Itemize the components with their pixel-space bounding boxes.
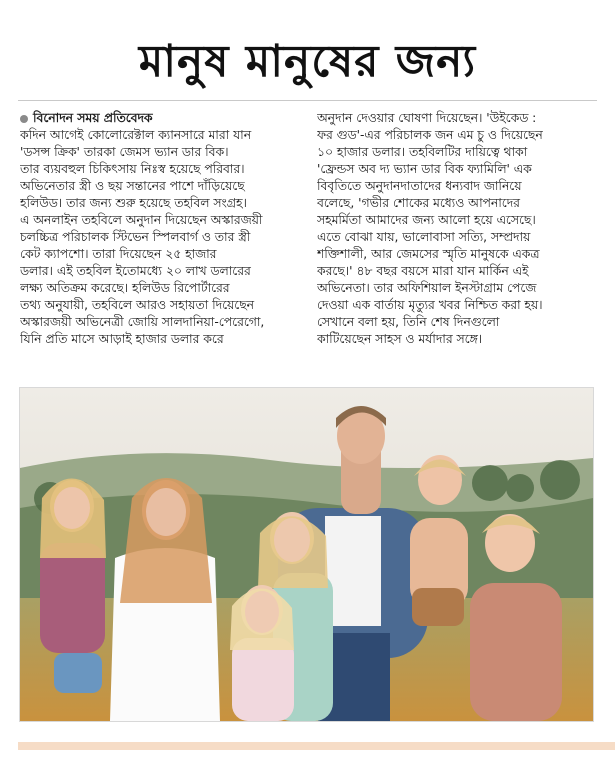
article-line: সহমর্মিতা আমাদের জন্য আলো হয়ে এসেছে। bbox=[317, 213, 536, 227]
headline-divider bbox=[18, 100, 597, 101]
headline: মানুষ মানুষের জন্য bbox=[138, 36, 477, 87]
article-line: তার ব্যয়বহুল চিকিৎসায় নিঃস্ব হয়েছে পরিবার। bbox=[20, 162, 245, 176]
article-column-right bbox=[317, 110, 601, 348]
article-line: অভিনেতা। তার অফিশিয়াল ইনস্টাগ্রাম পেজে bbox=[317, 281, 537, 295]
article-line: তথ্য অনুযায়ী, তহবিলে আরও সহায়তা দিয়েছেন bbox=[20, 298, 255, 312]
family-photo bbox=[19, 387, 594, 722]
article-line: করছে।' ৪৮ বছর বয়সে মারা যান মার্কিন এই bbox=[317, 264, 529, 278]
article-line: দেওয়া এক বার্তায় মৃত্যুর খবর নিশ্চিত করা হয়। bbox=[317, 298, 543, 312]
article-line: ডলার। এই তহবিল ইতোমধ্যে ২০ লাখ ডলারের bbox=[20, 264, 251, 278]
article-line: অস্কারজয়ী অভিনেত্রী জোয়ি সালদানিয়া-পেরেগো, bbox=[20, 315, 265, 329]
article-line: বিবৃতিতে অনুদানদাতাদের ধন্যবাদ জানিয়ে bbox=[317, 179, 522, 193]
article-line: লক্ষ্য অতিক্রম করেছে। হলিউড রিপোর্টারের bbox=[20, 281, 230, 295]
article-line: কদিন আগেই কোলোরেক্টাল ক্যানসারে মারা যান bbox=[20, 128, 252, 142]
article-line: 'ডসন্স ক্রিক' তারকা জেমস ভ্যান ডার বিক। bbox=[20, 145, 229, 159]
article-line: বলেছে, 'গভীর শোকের মধ্যেও আপনাদের bbox=[317, 196, 520, 210]
article-line: এতে বোঝা যায়, ভালোবাসা সত্যি, সম্প্রদায় bbox=[317, 230, 531, 244]
article-column-left bbox=[20, 110, 304, 348]
article-line: হলিউড। তার জন্য শুরু হয়েছে তহবিল সংগ্রহ। bbox=[20, 196, 247, 210]
article-line: সেখানে বলা হয়, তিনি শেষ দিনগুলো bbox=[317, 315, 500, 329]
article-line: ১০ হাজার ডলার। তহবিলটির দায়িত্বে থাকা bbox=[317, 145, 528, 159]
byline-text: বিনোদন সময় প্রতিবেদক bbox=[33, 111, 153, 125]
article-line: কাটিয়েছেন সাহস ও মর্যাদার সঙ্গে। bbox=[317, 332, 483, 346]
family-photo-illustration bbox=[20, 388, 593, 721]
person-baby bbox=[410, 455, 468, 626]
article-line: অনুদান দেওয়ার ঘোষণা দিয়েছেন। 'উইকেড : bbox=[317, 111, 537, 125]
footer-bar bbox=[18, 742, 615, 750]
article-line: 'ফ্রেন্ডস অব দ্য ভ্যান ডার বিক ফ্যামিলি' এক bbox=[317, 162, 532, 176]
article-line: চলচ্চিত্র পরিচালক স্টিভেন স্পিলবার্গ ও তার স্ত্রী bbox=[20, 230, 251, 244]
byline-bullet-icon bbox=[20, 115, 28, 123]
article-line: অভিনেতার স্ত্রী ও ছয় সন্তানের পাশে দাঁড়িয়েছে bbox=[20, 179, 245, 193]
article-line: শক্তিশালী, আর জেমসের স্মৃতি মানুষকে একত্র bbox=[317, 247, 540, 261]
article-line: কেট ক্যাপশো। তারা দিয়েছেন ২৫ হাজার bbox=[20, 247, 217, 261]
person-girl-small bbox=[230, 585, 294, 721]
byline bbox=[20, 110, 304, 127]
article-line: যিনি প্রতি মাসে আড়াই হাজার ডলার করে bbox=[20, 332, 224, 346]
article-text-left bbox=[20, 127, 304, 348]
article-line: এ অনলাইন তহবিলে অনুদান দিয়েছেন অস্কারজয়ী bbox=[20, 213, 263, 227]
article-line: ফর গুড'-এর পরিচালক জন এম চু ও দিয়েছেন bbox=[317, 128, 543, 142]
article-text-right bbox=[317, 110, 601, 348]
